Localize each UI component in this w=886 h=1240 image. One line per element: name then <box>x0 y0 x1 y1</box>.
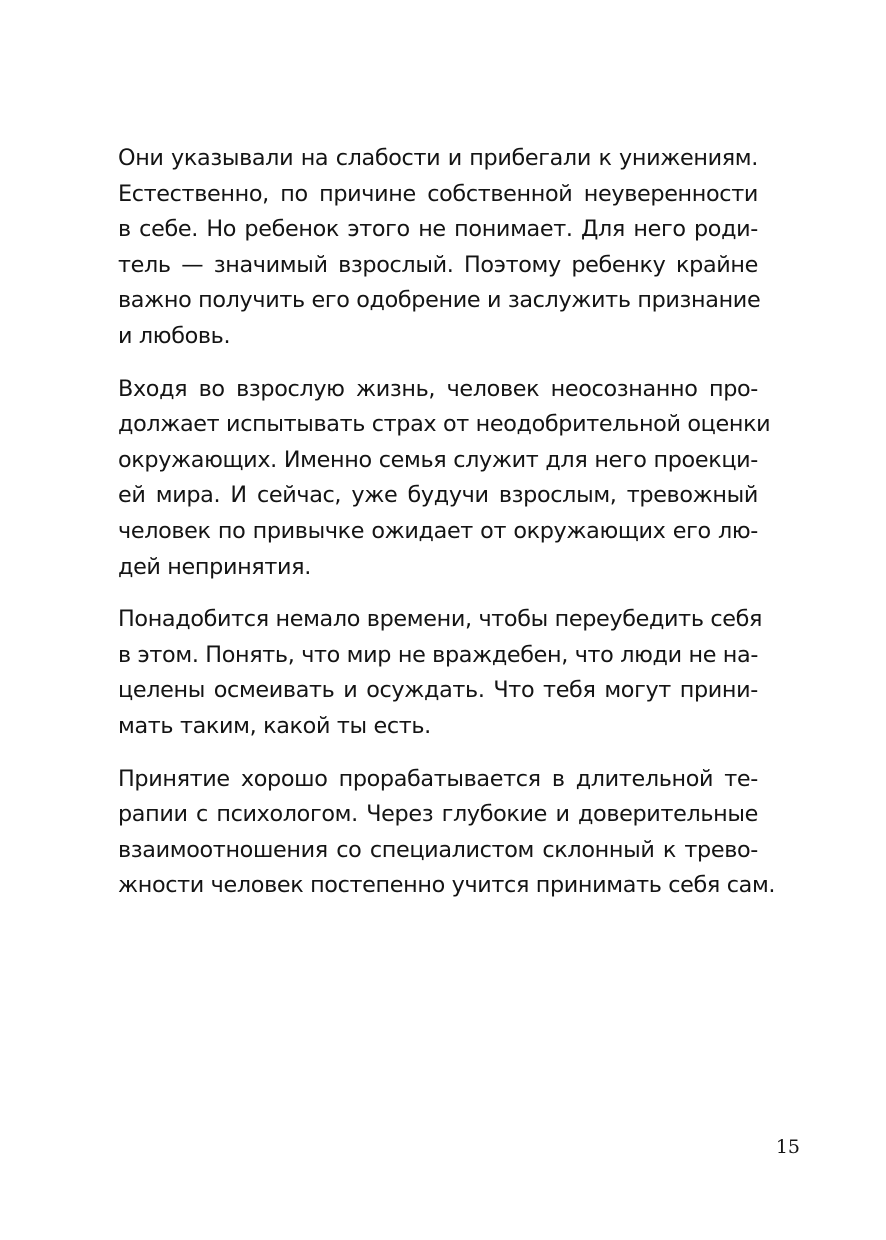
paragraph-gap <box>118 745 758 762</box>
text-line: тель — значимый взрослый. Поэтому ребенку крайне <box>118 251 758 278</box>
paragraph-gap <box>118 355 758 372</box>
text-line: окружающих. Именно семья служит для него проекци- <box>118 446 758 473</box>
text-line: человек по привычке ожидает от окружающих его лю- <box>118 517 758 544</box>
paragraph-1 <box>118 141 761 355</box>
page-number: 15 <box>775 1136 800 1158</box>
paragraph-3 <box>118 602 763 744</box>
text-line: дей непринятия. <box>118 553 311 580</box>
text-line: мать таким, какой ты есть. <box>118 712 431 739</box>
body-text <box>118 141 776 904</box>
text-line: и любовь. <box>118 322 231 349</box>
text-line: Естественно, по причине собственной неуверенности <box>118 180 758 207</box>
text-line: Они указывали на слабости и прибегали к унижениям. <box>118 145 758 171</box>
text-line: в себе. Но ребенок этого не понимает. Для него роди- <box>118 216 758 243</box>
text-line: ей мира. И сейчас, уже будучи взрослым, тревожный <box>118 482 758 509</box>
paragraph-2 <box>118 372 771 586</box>
text-line: Принятие хорошо прорабатывается в длительной те- <box>118 765 758 792</box>
text-line: жности человек постепенно учится принимать себя сам. <box>118 872 776 899</box>
paragraph-gap <box>118 585 758 602</box>
text-line: рапии с психологом. Через глубокие и доверительные <box>118 801 758 828</box>
text-line: важно получить его одобрение и заслужить признание <box>118 287 761 314</box>
text-line: взаимоотношения со специалистом склонный к трево- <box>118 836 758 863</box>
text-line: Входя во взрослую жизнь, человек неосознанно про- <box>118 375 758 402</box>
text-line: в этом. Понять, что мир не враждебен, что люди не на- <box>118 641 759 668</box>
text-line: целены осмеивать и осуждать. Что тебя могут прини- <box>118 677 758 704</box>
text-line: должает испытывать страх от неодобрительной оценки <box>118 411 771 438</box>
text-line: Понадобится немало времени, чтобы переубедить себя <box>118 606 763 633</box>
paragraph-4 <box>118 762 776 904</box>
